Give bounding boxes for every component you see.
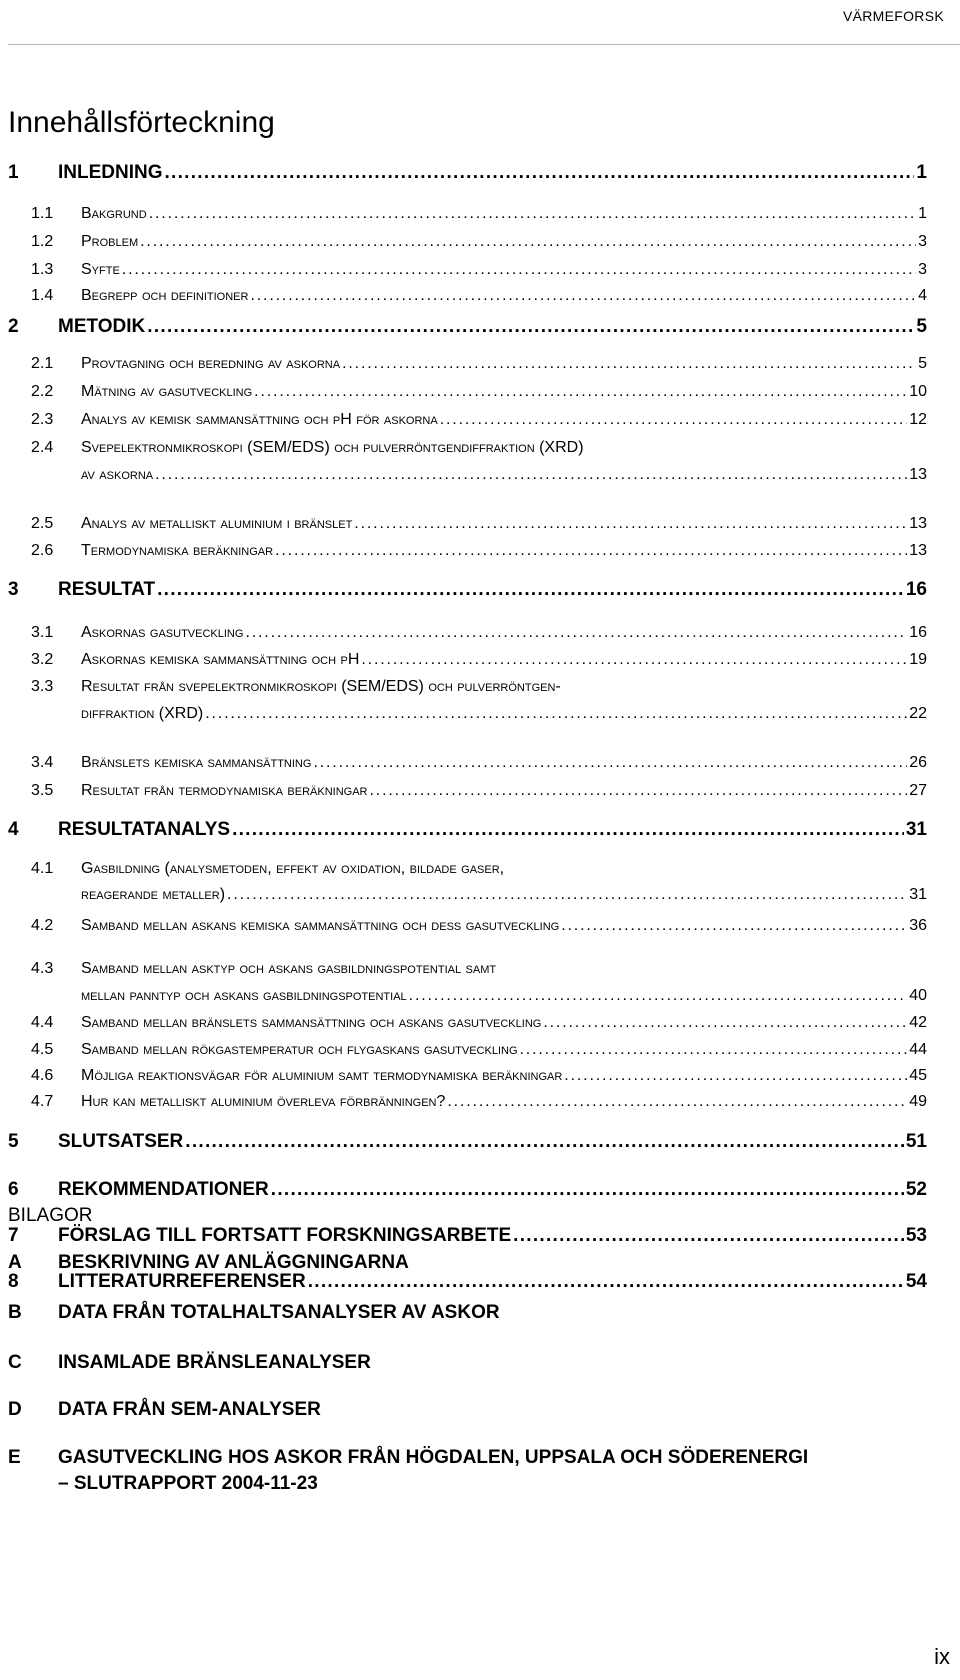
toc-leader-dots [564,1067,907,1085]
page-number: ix [934,1644,950,1669]
toc-entry[interactable] [31,1067,927,1085]
toc-entry-page: 49 [909,1093,927,1110]
appendix-letter: E [8,1447,21,1468]
toc-entry[interactable] [8,1271,927,1293]
toc-leader-dots [513,1225,904,1247]
toc-entry-page: 45 [909,1067,927,1084]
toc-entry-number: 2.3 [31,411,54,428]
toc-entry-title: Termodynamiska beräkningar [81,542,274,559]
toc-entry-title: Samband mellan bränslets sammansättning och askans gasutveckling [81,1014,542,1031]
toc-entry-number: 6 [8,1179,19,1200]
toc-entry[interactable] [31,411,927,429]
toc-entry-title: FÖRSLAG TILL FORTSATT FORSKNINGSARBETE [58,1225,512,1246]
toc-entry-number: 7 [8,1225,19,1246]
toc-entry-page: 19 [909,651,927,668]
toc-leader-dots [245,624,907,642]
toc-entry[interactable] [8,1225,927,1247]
toc-entry-page: 40 [909,987,927,1004]
toc-entry-number: 3.5 [31,782,54,799]
toc-entry-title: Gasbildning (analysmetoden, effekt av oxidation, bildade gaser, [81,860,505,877]
toc-entry-title: LITTERATURREFERENSER [58,1271,306,1292]
appendix-item [8,1447,927,1469]
toc-entry[interactable] [8,316,927,338]
toc-entry-title: Bränslets kemiska sammansättning [81,754,312,771]
toc-entry-page: 16 [909,624,927,641]
toc-leader-dots [561,917,907,935]
toc-entry[interactable] [31,287,927,305]
toc-entry-title: SLUTSATSER [58,1131,184,1152]
toc-entry-title: Analys av metalliskt aluminium i bränslet [81,515,353,532]
toc-leader-dots [254,383,907,401]
toc-entry[interactable] [31,860,927,878]
toc-entry[interactable] [31,439,927,457]
toc-entry-title: METODIK [58,316,146,337]
toc-entry-title: Mätning av gasutveckling [81,383,253,400]
appendix-title: BESKRIVNING AV ANLÄGGNINGARNA [58,1252,409,1273]
toc-entry-page: 12 [909,411,927,428]
toc-entry[interactable] [31,782,927,800]
toc-entry-title: RESULTAT [58,579,156,600]
toc-entry-number: 2 [8,316,19,337]
toc-entry-number: 1.1 [31,205,54,222]
toc-leader-dots [165,162,915,184]
toc-entry-number: 2.6 [31,542,54,559]
toc-entry-title: Begrepp och definitioner [81,287,249,304]
toc-entry[interactable] [8,1131,927,1153]
toc-entry[interactable] [31,1093,927,1111]
appendix-title: DATA FRÅN SEM-ANALYSER [58,1399,321,1420]
toc-leader-dots [308,1271,904,1293]
toc-entry-number: 4.7 [31,1093,54,1110]
toc-leader-dots [447,1093,907,1111]
toc-entry-title-cont: diffraktion (XRD) [81,705,204,722]
toc-entry[interactable] [8,1179,927,1201]
toc-entry-page: 27 [909,782,927,799]
toc-entry-title: Bakgrund [81,205,147,222]
appendix-item [8,1399,927,1421]
toc-entry-page: 3 [918,261,927,278]
toc-entry-page: 52 [905,1179,927,1200]
toc-entry-number: 1.2 [31,233,54,250]
appendix-letter: D [8,1399,22,1420]
toc-entry-title: Problem [81,233,139,250]
appendix-title: DATA FRÅN TOTALHALTSANALYSER AV ASKOR [58,1302,500,1323]
toc-leader-dots [232,819,904,841]
toc-entry-number: 3.4 [31,754,54,771]
toc-entry-title: Syfte [81,261,120,278]
toc-entry-number: 4.3 [31,960,54,977]
toc-entry-number: 2.4 [31,439,54,456]
toc-entry-number: 4.6 [31,1067,54,1084]
toc-entry[interactable] [31,1041,927,1059]
appendix-title: INSAMLADE BRÄNSLEANALYSER [58,1352,371,1373]
toc-entry[interactable] [31,383,927,401]
toc-leader-dots [409,987,908,1005]
appendix-title: GASUTVECKLING HOS ASKOR FRÅN HÖGDALEN, UPPSALA OCH SÖDERENERGI [58,1447,809,1468]
toc-entry-number: 1.4 [31,287,54,304]
toc-entry-title: Hur kan metalliskt aluminium överleva förbränningen? [81,1093,446,1110]
header-brand: VÄRMEFORSK [842,8,944,24]
toc-entry-page: 31 [909,886,927,903]
toc-entry-title: INLEDNING [58,162,163,183]
toc-entry-number: 4.1 [31,860,54,877]
toc-entry-title-cont: av askorna [81,466,154,483]
toc-entry-page: 5 [918,355,927,372]
toc-entry-number: 3 [8,579,19,600]
toc-leader-dots [155,466,907,484]
toc-leader-dots [147,316,914,338]
toc-entry[interactable] [31,205,927,223]
toc-entry-continuation[interactable] [81,886,927,904]
toc-entry-page: 1 [916,162,927,183]
toc-entry-number: 4 [8,819,19,840]
toc-entry[interactable] [8,579,927,601]
header-rule [8,44,960,45]
toc-leader-dots [354,515,907,533]
toc-entry-title: Resultat från termodynamiska beräkningar [81,782,368,799]
toc-entry-continuation[interactable] [81,705,927,723]
toc-entry-title: RESULTATANALYS [58,819,231,840]
toc-leader-dots [157,579,904,601]
toc-entry-number: 4.2 [31,917,54,934]
toc-leader-dots [185,1131,904,1153]
toc-entry-title: Samband mellan rökgastemperatur och flygaskans gasutveckling [81,1041,518,1058]
toc-entry-title: Analys av kemisk sammansättning och pH för askorna [81,411,438,428]
toc-entry-page: 1 [918,205,927,222]
toc-entry-title: Samband mellan askans kemiska sammansättning och dess gasutveckling [81,917,560,934]
toc-leader-dots [205,705,907,723]
toc-entry-page: 26 [909,754,927,771]
toc-entry[interactable] [31,624,927,642]
toc-entry-number: 5 [8,1131,19,1152]
toc-entry-page: 42 [909,1014,927,1031]
appendix-title-cont: – SLUTRAPPORT 2004-11-23 [58,1473,318,1494]
toc-entry-page: 36 [909,917,927,934]
toc-entry-title: Svepelektronmikroskopi (SEM/EDS) och pulverröntgendiffraktion (XRD) [81,439,584,456]
appendix-item [8,1352,927,1374]
toc-entry-page: 13 [909,515,927,532]
toc-entry-page: 4 [918,287,927,304]
toc-entry-page: 53 [905,1225,927,1246]
toc-leader-dots [122,261,916,279]
toc-entry-page: 51 [905,1131,927,1152]
toc-entry-page: 22 [909,705,927,722]
toc-entry-number: 1.3 [31,261,54,278]
toc-leader-dots [313,754,907,772]
appendix-letter: C [8,1352,22,1373]
toc-leader-dots [140,233,916,251]
toc-entry[interactable] [31,678,927,696]
toc-leader-dots [520,1041,908,1059]
toc-leader-dots [369,782,907,800]
toc-entry[interactable] [31,542,927,560]
toc-entry-page: 3 [918,233,927,250]
toc-entry-number: 4.4 [31,1014,54,1031]
toc-entry-number: 4.5 [31,1041,54,1058]
appendix-letter: A [8,1252,22,1273]
toc-leader-dots [271,1179,904,1201]
toc-entry-page: 54 [905,1271,927,1292]
toc-entry-title-cont: mellan panntyp och askans gasbildningspotential [81,987,407,1004]
toc-entry[interactable] [31,515,927,533]
toc-entry[interactable] [31,917,927,935]
toc-entry-title: Askornas kemiska sammansättning och pH [81,651,360,668]
appendix-letter: B [8,1302,22,1323]
toc-entry-page: 5 [916,316,927,337]
toc-leader-dots [342,355,916,373]
toc-entry[interactable] [31,1014,927,1032]
toc-entry-title: Samband mellan asktyp och askans gasbildningspotential samt [81,960,497,977]
toc-entry-page: 44 [909,1041,927,1058]
toc-entry-page: 16 [905,579,927,600]
page-title: Innehållsförteckning [8,106,275,139]
toc-entry[interactable] [8,819,927,841]
toc-leader-dots [250,287,916,305]
toc-leader-dots [275,542,907,560]
toc-entry-number: 1 [8,162,19,183]
toc-entry[interactable] [31,960,927,978]
toc-entry-number: 2.1 [31,355,54,372]
toc-entry-page: 31 [905,819,927,840]
toc-entry-number: 3.1 [31,624,54,641]
toc-entry-number: 3.3 [31,678,54,695]
toc-entry-continuation[interactable] [81,466,927,484]
toc-entry-number: 2.2 [31,383,54,400]
bilagor-heading: BILAGOR [8,1205,93,1226]
toc-entry[interactable] [31,233,927,251]
toc-entry[interactable] [8,162,927,184]
toc-entry[interactable] [31,651,927,669]
toc-entry-page: 13 [909,542,927,559]
toc-entry-title: Resultat från svepelektronmikroskopi (SEM/EDS) och pulverröntgen- [81,678,561,695]
toc-entry-title: Askornas gasutveckling [81,624,244,641]
toc-entry[interactable] [31,355,927,373]
toc-entry-continuation[interactable] [81,987,927,1005]
toc-leader-dots [227,886,907,904]
toc-leader-dots [440,411,907,429]
toc-entry-title: Möjliga reaktionsvägar för aluminium samt termodynamiska beräkningar [81,1067,563,1084]
toc-entry-title: Provtagning och beredning av askorna [81,355,341,372]
toc-entry-number: 2.5 [31,515,54,532]
toc-entry-title: REKOMMENDATIONER [58,1179,269,1200]
toc-entry-title-cont: reagerande metaller) [81,886,226,903]
toc-entry-number: 3.2 [31,651,54,668]
toc-entry[interactable] [31,261,927,279]
toc-entry[interactable] [31,754,927,772]
appendix-item [8,1302,927,1324]
toc-leader-dots [149,205,916,223]
toc-leader-dots [543,1014,907,1032]
toc-entry-number: 8 [8,1271,19,1292]
toc-leader-dots [361,651,907,669]
toc-entry-page: 13 [909,466,927,483]
appendix-item [8,1252,927,1274]
toc-entry-page: 10 [909,383,927,400]
